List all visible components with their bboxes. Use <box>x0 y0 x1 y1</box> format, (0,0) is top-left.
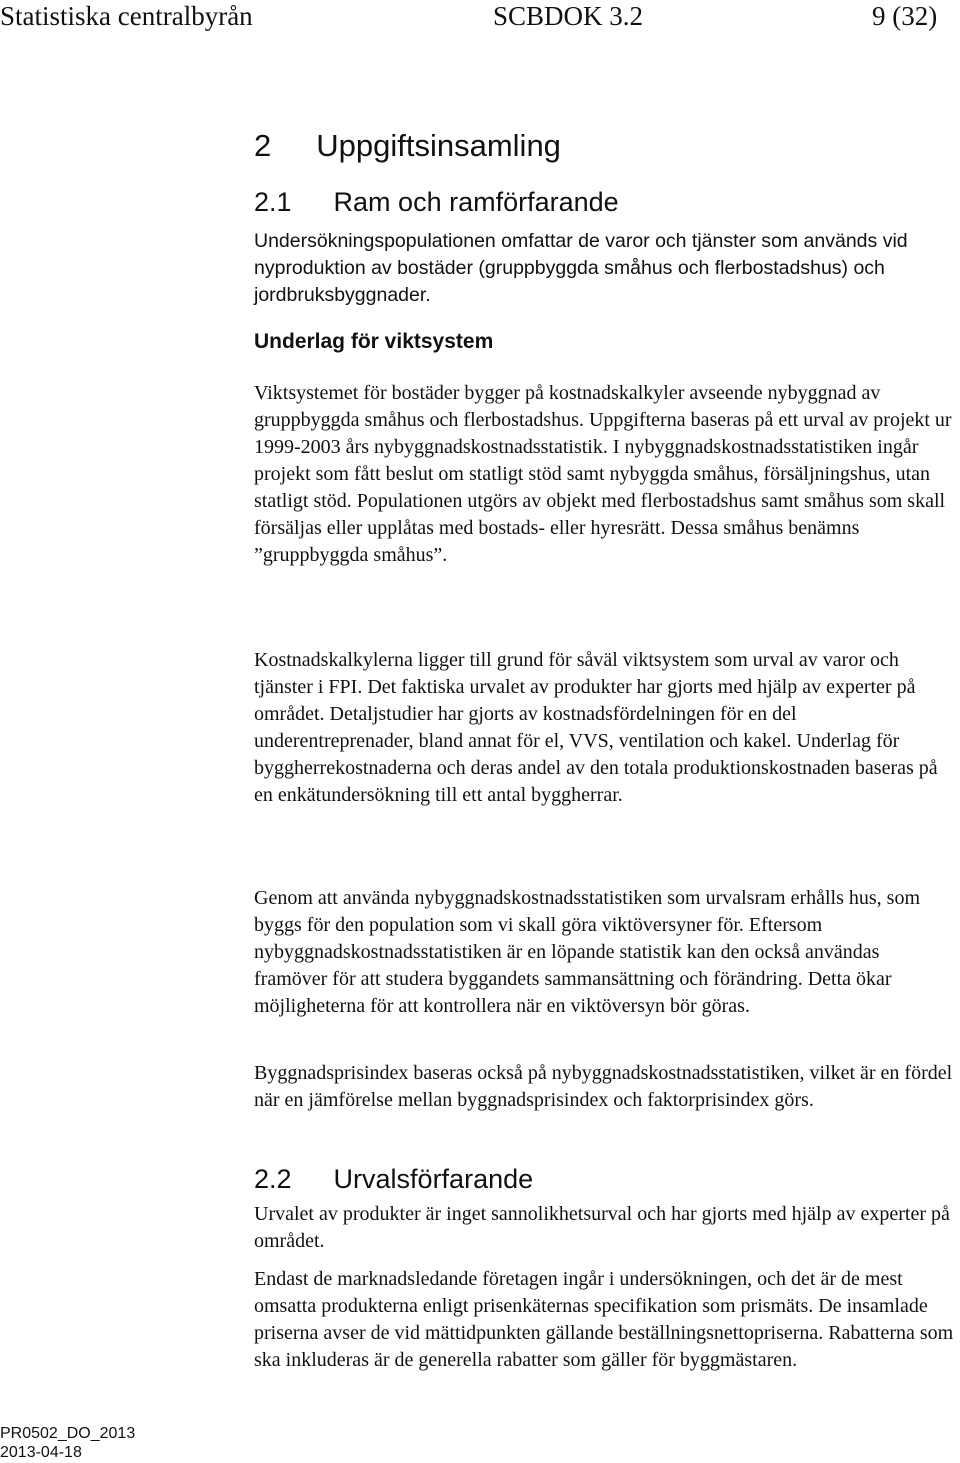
header-org: Statistiska centralbyrån <box>0 1 253 31</box>
subheading: Underlag för viktsystem <box>254 330 494 353</box>
body-paragraph-1: Viktsystemet för bostäder bygger på kostnadskalkyler avseende nybyggnad av gruppbyggda småhus och flerbostadshus. Uppgifterna baseras på ett urval av projekt ur 1999-2003 års nybyggnadskostnadsstatistik. I nybyggnadskostnadsstatistiken ingår projekt som fått beslut om statligt stöd samt nybyggda småhus, försäljningshus, utan statligt stöd. Populationen utgörs av objekt med flerbostadshus samt småhus som skall försäljas eller upplåtas med bostads- eller hyresrätt. Dessa småhus benämns ”gruppbyggda småhus”. <box>254 382 952 566</box>
chapter-number: 2 <box>254 128 272 163</box>
section-title: Urvalsförfarande <box>333 1164 534 1194</box>
header-doc-id: SCBDOK 3.2 <box>493 1 644 31</box>
chapter-heading <box>254 126 561 166</box>
section-heading-2-1 <box>254 185 619 219</box>
body-paragraph-2: Kostnadskalkylerna ligger till grund för såväl viktsystem som urval av varor och tjänster i FPI. Det faktiska urvalet av produkter har gjorts med hjälp av experter på området. Detaljstudier har gjorts av kostnadsfördelningen för en del underentreprenader, bland annat för el, VVS, ventilation och kakel. Underlag för byggherrekostnaderna och deras andel av den totala produktionskostnaden baseras på en enkätundersökning till ett antal byggherrar. <box>254 649 938 806</box>
section-intro-paragraph: Undersökningspopulationen omfattar de varor och tjänster som används vid nyproduktion av bostäder (gruppbyggda småhus och flerbostadshus) och jordbruksbyggnader. <box>254 230 908 306</box>
footer-date: 2013-04-18 <box>0 1444 82 1461</box>
body-paragraph-4: Byggnadsprisindex baseras också på nybyggnadskostnadsstatistiken, vilket är en fördel när en jämförelse mellan byggnadsprisindex och faktorprisindex görs. <box>254 1062 953 1111</box>
section-heading-2-2 <box>254 1162 533 1196</box>
section-number: 2.1 <box>254 187 292 217</box>
header-page-number: 9 (32) <box>872 1 938 31</box>
footer-document-code: PR0502_DO_2013 <box>0 1425 136 1442</box>
section-number: 2.2 <box>254 1164 292 1194</box>
section-2-2-paragraph-1: Urvalet av produkter är inget sannolikhetsurval och har gjorts med hjälp av experter på området. <box>254 1203 950 1252</box>
section-2-2-paragraph-2: Endast de marknadsledande företagen ingår i undersökningen, och det är de mest omsatta produkterna enligt prisenkäternas specifikation som prismäts. De insamlade priserna avser de vid mättidpunkten gällande beställningsnettopriserna. Rabatterna som ska inkluderas är de generella rabatter som gäller för byggmästaren. <box>254 1268 954 1371</box>
section-title: Ram och ramförfarande <box>333 187 619 217</box>
chapter-title: Uppgiftsinsamling <box>316 128 561 163</box>
body-paragraph-3: Genom att använda nybyggnadskostnadsstatistiken som urvalsram erhålls hus, som byggs för den population som vi skall göra viktöversyner för. Eftersom nybyggnadskostnadsstatistiken är en löpande statistik kan den också användas framöver för att studera byggandets sammansättning och förändring. Detta ökar möjligheterna för att kontrollera när en viktöversyn bör göras. <box>254 887 921 1017</box>
